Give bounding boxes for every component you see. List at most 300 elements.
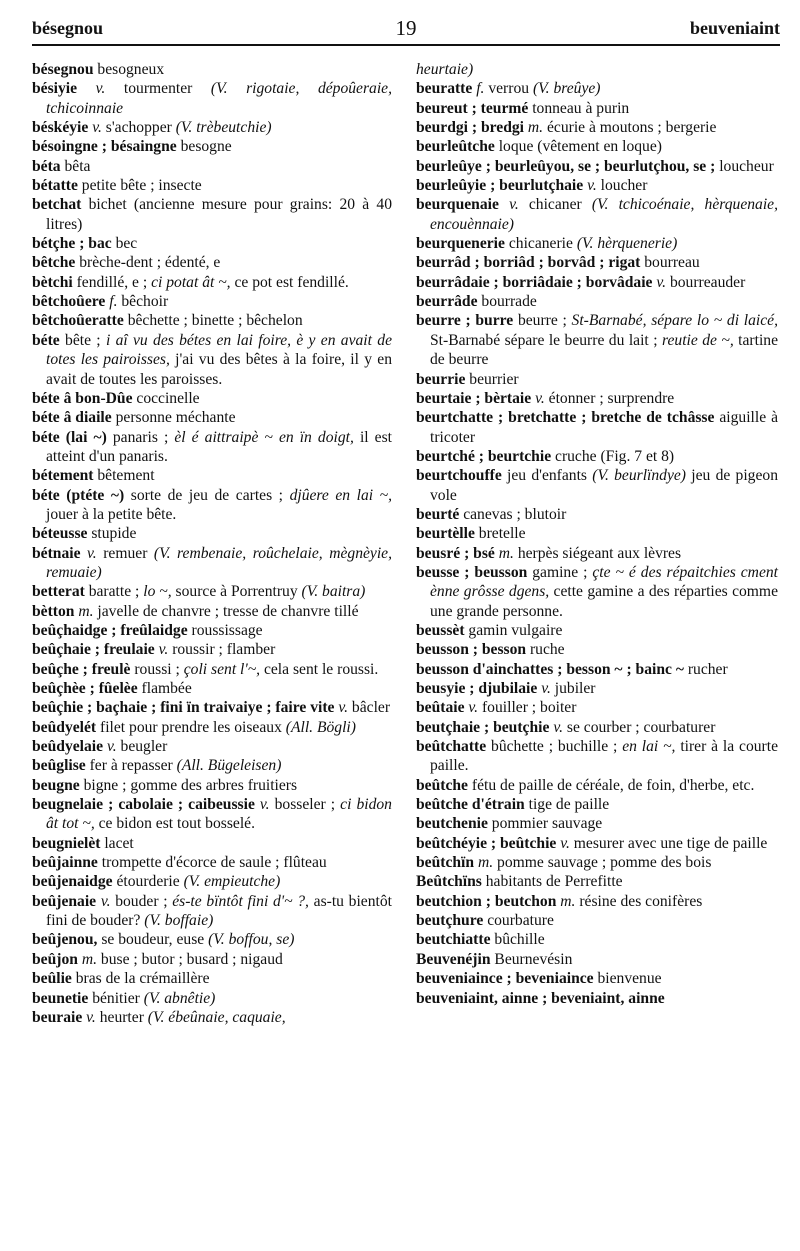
entry-italic-text: (All. Bögli) xyxy=(285,718,356,736)
entry-headword: beûdyelaie xyxy=(32,738,104,756)
entry-italic-text: (V. tchicoénaie, hèrquenaie, encouènnaie) xyxy=(430,196,778,233)
entry-italic-text: ci bidon ât tot ~, xyxy=(46,796,392,833)
entry-headword: Beûtchïns xyxy=(416,873,482,891)
entry-text: bosseler ; xyxy=(269,796,341,814)
entry-text: filet pour prendre les oiseaux xyxy=(96,718,286,736)
entry-text: résine des conifères xyxy=(575,892,703,910)
entry-text: personne méchante xyxy=(111,409,236,427)
entry-italic-text: èl é aittraipè ~ en ïn doigt, xyxy=(174,428,354,446)
entry-italic-text: v. xyxy=(95,80,106,98)
entry-text: besogneux xyxy=(93,61,165,78)
entry-italic-text: djûere en lai ~, xyxy=(289,486,393,504)
entry-italic-text: (V. abnêtie) xyxy=(143,989,216,1007)
dictionary-entry xyxy=(416,989,778,1008)
entry-italic-text: v. xyxy=(92,119,102,137)
entry-text: bâcler xyxy=(348,699,391,717)
dictionary-entry xyxy=(32,157,392,176)
entry-headword: béte â bon-Dûe xyxy=(32,389,133,407)
entry-text: cruche (Fig. 7 et 8) xyxy=(551,447,675,465)
dictionary-entry xyxy=(416,118,778,137)
entry-text: cela sent le roussi. xyxy=(260,660,379,678)
dictionary-entry xyxy=(416,505,778,524)
dictionary-entry xyxy=(32,273,392,292)
entry-headword: bètchi xyxy=(32,273,73,291)
entry-headword: beusyie ; djubilaie xyxy=(416,680,538,697)
entry-text: ce bidon est tout bosselé. xyxy=(94,815,255,833)
entry-italic-text: i aî vu des bétes en lai foire, è y en avait de totes les pairoisses, xyxy=(46,331,392,369)
dictionary-entry xyxy=(416,640,778,659)
dictionary-entry xyxy=(416,950,778,969)
entry-headword: beusse ; beusson xyxy=(416,563,528,581)
dictionary-entry xyxy=(32,930,392,949)
entry-italic-text: v. xyxy=(509,196,519,214)
dictionary-entry xyxy=(416,718,778,737)
entry-text: bêchoir xyxy=(117,293,169,311)
entry-italic-text: (V. hèrquenerie) xyxy=(576,235,678,253)
entry-text: bretelle xyxy=(474,525,526,543)
dictionary-entry xyxy=(416,872,778,891)
entry-text: jubiler xyxy=(550,680,596,697)
dictionary-entry xyxy=(416,930,778,949)
entry-italic-text: heurtaie) xyxy=(416,61,474,78)
entry-text: courbature xyxy=(483,912,554,930)
entry-text: j'ai vu des bêtes à la foire, il y en avait de toutes les paroisses. xyxy=(46,351,392,388)
entry-italic-text: v. xyxy=(106,738,117,756)
entry-text: flambée xyxy=(137,680,192,697)
entry-headword: bésegnou xyxy=(32,61,94,78)
entry-headword: beusré ; bsé xyxy=(416,544,495,562)
entry-headword: beutchion ; beutchon xyxy=(416,892,557,910)
entry-italic-text: (V. rembenaie, roûchelaie, mègnèyie, remuaie) xyxy=(46,544,393,581)
entry-headword: beugne xyxy=(32,776,80,794)
entry-italic-text: (V. empieutche) xyxy=(183,873,281,891)
entry-text: il est atteint d'un panaris. xyxy=(46,428,392,465)
entry-headword: bêtche xyxy=(32,254,76,272)
entry-headword: beutçhure xyxy=(416,912,484,930)
entry-headword: beurre ; burre xyxy=(416,312,514,330)
entry-headword: beûlie xyxy=(32,970,72,988)
entry-italic-text: (V. beurlïndye) xyxy=(592,467,686,485)
page-header xyxy=(32,12,780,42)
entry-headword: beutchiatte xyxy=(416,931,491,949)
entry-text: roussi ; xyxy=(130,660,184,678)
dictionary-entry xyxy=(32,892,392,931)
entry-headword: bésoingne ; bésaingne xyxy=(32,138,177,156)
entry-text: écurie à moutons ; bergerie xyxy=(543,119,717,137)
entry-text: bêchette ; binette ; bêchelon xyxy=(123,312,303,330)
page-number: 19 xyxy=(395,16,417,40)
entry-headword: beureut ; teurmé xyxy=(416,99,529,117)
entry-text: source à Porrentruy xyxy=(171,583,302,601)
entry-italic-text: v. xyxy=(535,389,545,407)
entry-headword: beûtche d'étrain xyxy=(416,796,525,814)
entry-italic-text: (V. trèbeutchie) xyxy=(175,119,272,137)
entry-text: petite bête ; insecte xyxy=(77,177,202,195)
dictionary-entry xyxy=(32,853,392,872)
entry-text: loucher xyxy=(596,177,648,195)
entry-italic-text: lo ~, xyxy=(143,583,172,601)
entry-text: jeu de pigeon vole xyxy=(430,467,778,504)
entry-italic-text: m. xyxy=(477,854,494,872)
entry-headword: beussèt xyxy=(416,621,465,639)
entry-text: remuer xyxy=(96,544,154,562)
dictionary-entry xyxy=(32,253,392,272)
entry-headword: beûjon xyxy=(32,950,78,968)
dictionary-entry xyxy=(32,195,392,234)
entry-headword: beuraie xyxy=(32,1008,83,1026)
entry-italic-text: v. xyxy=(158,641,169,659)
dictionary-entry xyxy=(32,679,392,698)
entry-italic-text: reutie de ~, xyxy=(661,331,734,349)
dictionary-entry xyxy=(416,137,778,156)
entry-text: bichet (ancienne mesure pour grains: 20 à 40 litres) xyxy=(46,196,392,233)
entry-italic-text: és-te bïntôt fini d'~ ?, xyxy=(172,892,309,910)
entry-headword: béta xyxy=(32,157,61,175)
entry-headword: beurdgi ; bredgi xyxy=(416,119,525,137)
entry-headword: beurrâd ; borriâd ; borvâd ; rigat xyxy=(416,254,641,272)
dictionary-entry xyxy=(416,99,778,118)
entry-text: trompette d'écorce de saule ; flûteau xyxy=(97,854,327,872)
entry-text: loucheur xyxy=(715,157,774,175)
dictionary-entry xyxy=(32,389,392,408)
dictionary-entry xyxy=(416,969,778,988)
entry-headword: beûtchïn xyxy=(416,854,475,872)
right-column xyxy=(416,60,778,1008)
entry-italic-text: (V. ébeûnaie, caquaie, xyxy=(147,1008,286,1026)
entry-text: ruche xyxy=(526,641,565,659)
dictionary-entry xyxy=(416,679,778,698)
dictionary-entry xyxy=(416,795,778,814)
dictionary-entry xyxy=(32,621,392,640)
entry-text: rucher xyxy=(683,660,728,678)
entry-text: fer à repasser xyxy=(85,757,177,775)
dictionary-entry xyxy=(32,795,392,834)
entry-text: roussir ; flamber xyxy=(168,641,276,659)
dictionary-entry xyxy=(32,331,392,389)
dictionary-entry xyxy=(416,408,778,447)
entry-text: heurter xyxy=(95,1008,148,1026)
entry-italic-text: v. xyxy=(541,680,551,697)
entry-headword: béte (ptéte ~) xyxy=(32,486,125,504)
dictionary-entry xyxy=(32,602,392,621)
entry-text: javelle de chanvre ; tresse de chanvre tillé xyxy=(93,602,359,620)
entry-text: buse ; butor ; busard ; nigaud xyxy=(97,950,283,968)
entry-text: s'achopper xyxy=(101,119,176,137)
entry-italic-text: v. xyxy=(259,796,270,814)
entry-headword: beurrâde xyxy=(416,293,478,311)
entry-italic-text: çoli sent l'~, xyxy=(183,660,261,678)
entry-text: beurre ; xyxy=(513,312,572,330)
entry-text: St-Barnabé sépare le beurre du lait ; xyxy=(430,331,662,349)
entry-text: ce pot est fendillé. xyxy=(230,273,349,291)
entry-italic-text: f. xyxy=(476,80,485,98)
entry-text: bec xyxy=(111,235,138,253)
dictionary-entry xyxy=(32,544,392,583)
dictionary-entry xyxy=(416,911,778,930)
entry-headword: béte (lai ~) xyxy=(32,428,107,446)
entry-italic-text: ci potat ât ~, xyxy=(151,273,231,291)
entry-text: baratte ; xyxy=(84,583,144,601)
dictionary-entry xyxy=(32,872,392,891)
dictionary-entry xyxy=(32,698,392,717)
entry-italic-text: en lai ~, xyxy=(622,738,676,756)
entry-headword: beurtaie ; bèrtaie xyxy=(416,389,532,407)
dictionary-entry xyxy=(416,892,778,911)
entry-text: chicanerie xyxy=(504,235,577,253)
entry-headword: beusson d'ainchattes ; besson ~ ; bainc ~ xyxy=(416,660,684,678)
entry-text: bienvenue xyxy=(593,970,662,988)
entry-italic-text: (All. Bügeleisen) xyxy=(176,757,282,775)
dictionary-entry xyxy=(416,176,778,195)
entry-text: habitants de Perrefitte xyxy=(481,873,623,891)
entry-text: bourrade xyxy=(477,293,537,311)
dictionary-entry xyxy=(416,621,778,640)
dictionary-entry xyxy=(416,466,778,505)
left-running-headword: bésegnou xyxy=(32,18,104,38)
entry-text: panaris ; xyxy=(106,428,175,446)
entry-text: jeu d'enfants xyxy=(501,467,593,485)
dictionary-entry xyxy=(416,60,778,79)
entry-text: stupide xyxy=(87,525,137,543)
header-rule xyxy=(32,44,780,46)
entry-headword: beurrie xyxy=(416,370,466,388)
dictionary-entry xyxy=(32,660,392,679)
entry-headword: beûçhie ; baçhaie ; fini ïn traivaiye ; faire vite xyxy=(32,699,335,717)
entry-italic-text: (V. boffaie) xyxy=(144,912,214,930)
entry-text: tige de paille xyxy=(524,796,610,814)
entry-headword: beûglise xyxy=(32,757,86,775)
entry-text: chicaner xyxy=(518,196,592,214)
dictionary-entry xyxy=(416,814,778,833)
dictionary-entry xyxy=(32,524,392,543)
entry-headword: beuveniaince ; beveniaince xyxy=(416,970,594,988)
entry-headword: beûjenaidge xyxy=(32,873,113,891)
entry-headword: bétement xyxy=(32,467,94,485)
entry-headword: betchat xyxy=(32,196,82,214)
dictionary-entry xyxy=(416,79,778,98)
entry-text: fendillé, e ; xyxy=(72,273,152,291)
entry-text: tonneau à purin xyxy=(528,99,630,117)
dictionary-entry xyxy=(32,989,392,1008)
dictionary-entry xyxy=(32,950,392,969)
dictionary-entry xyxy=(32,640,392,659)
entry-headword: Beuvenéjin xyxy=(416,950,491,968)
entry-headword: beûjainne xyxy=(32,854,98,872)
dictionary-entry xyxy=(416,524,778,543)
entry-text: bûchille xyxy=(490,931,545,949)
entry-headword: beurquenerie xyxy=(416,235,505,253)
entry-text: étourderie xyxy=(112,873,184,891)
entry-italic-text: (V. boffou, se) xyxy=(208,931,295,949)
entry-text: tourmenter xyxy=(105,80,211,98)
dictionary-entry xyxy=(416,447,778,466)
entry-text: roussissage xyxy=(187,621,263,639)
dictionary-entry xyxy=(416,389,778,408)
entry-headword: bétatte xyxy=(32,177,78,195)
entry-text: bigne ; gomme des arbres fruitiers xyxy=(79,776,298,794)
entry-italic-text: m. xyxy=(81,950,98,968)
dictionary-entry xyxy=(32,137,392,156)
entry-italic-text: (V. rigotaie, dépoûeraie, tchicoinnaie xyxy=(46,80,393,117)
entry-text: bénitier xyxy=(88,989,144,1007)
entry-headword: bêtchoûeratte xyxy=(32,312,124,330)
entry-italic-text: (V. baitra) xyxy=(301,583,366,601)
entry-italic-text: v. xyxy=(656,273,667,291)
dictionary-entry xyxy=(416,253,778,272)
left-column xyxy=(32,60,392,1027)
entry-italic-text: v. xyxy=(553,718,563,736)
dictionary-entry xyxy=(416,311,778,369)
entry-headword: béte â diaile xyxy=(32,409,112,427)
entry-text: gamin vulgaire xyxy=(464,621,563,639)
dictionary-entry xyxy=(32,428,392,467)
entry-headword: beuratte xyxy=(416,80,473,98)
dictionary-entry xyxy=(32,176,392,195)
entry-headword: beurleûyie ; beurlutçhaie xyxy=(416,177,584,195)
entry-text: bêtement xyxy=(93,467,155,485)
entry-headword: beurtché ; beurtchie xyxy=(416,447,552,465)
entry-text: lacet xyxy=(100,834,134,852)
dictionary-entry xyxy=(416,660,778,679)
entry-headword: beurté xyxy=(416,505,460,523)
entry-italic-text: (V. breûye) xyxy=(532,80,601,98)
entry-text: étonner ; surprendre xyxy=(544,389,675,407)
dictionary-entry xyxy=(32,969,392,988)
dictionary-entry xyxy=(32,466,392,485)
entry-headword: beûtaie xyxy=(416,699,465,717)
dictionary-entry xyxy=(32,234,392,253)
entry-text: bête ; xyxy=(59,331,106,349)
entry-italic-text: v. xyxy=(87,544,97,562)
entry-text: bêta xyxy=(60,157,91,175)
dictionary-entry xyxy=(416,563,778,621)
entry-text: as-tu bientôt fini de bouder? xyxy=(46,892,392,930)
dictionary-entry xyxy=(32,718,392,737)
entry-headword: beûçhèe ; fûelèe xyxy=(32,680,138,697)
dictionary-entry xyxy=(32,1008,392,1027)
entry-text: aiguille à tricoter xyxy=(430,409,779,446)
entry-headword: beunetie xyxy=(32,989,89,1007)
entry-headword: betterat xyxy=(32,583,85,601)
dictionary-entry xyxy=(416,157,778,176)
dictionary-entry xyxy=(32,292,392,311)
entry-text: bourreauder xyxy=(666,273,746,291)
entry-headword: beûdyelét xyxy=(32,718,97,736)
entry-headword: beurleûye ; beurleûyou, se ; beurlutçhou, se ; xyxy=(416,157,716,175)
entry-headword: beurrâdaie ; borriâdaie ; borvâdaie xyxy=(416,273,653,291)
dictionary-entry xyxy=(416,234,778,253)
entry-headword: beûtchéyie ; beûtchie xyxy=(416,834,557,852)
entry-headword: béteusse xyxy=(32,525,88,543)
entry-headword: beuveniaint, ainne ; beveniaint, ainne xyxy=(416,989,665,1007)
dictionary-entry xyxy=(32,834,392,853)
entry-text: besogne xyxy=(176,138,232,156)
dictionary-entry xyxy=(32,60,392,79)
entry-italic-text: çte ~ é des répaitchies cment ènne grôsse dgens, xyxy=(430,563,778,601)
entry-headword: bétçhe ; bac xyxy=(32,235,112,253)
dictionary-entry xyxy=(32,776,392,795)
entry-headword: béskéyie xyxy=(32,119,89,137)
entry-text: cette gamine a des réparties comme une grande personne. xyxy=(430,583,778,620)
entry-text: coccinelle xyxy=(132,389,200,407)
entry-italic-text: m. xyxy=(78,602,94,620)
entry-italic-text: v. xyxy=(560,834,570,852)
dictionary-entry xyxy=(32,408,392,427)
entry-text: pommier sauvage xyxy=(487,815,603,833)
entry-headword: beurtèlle xyxy=(416,525,475,543)
entry-text: beurrier xyxy=(465,370,519,388)
entry-italic-text: v. xyxy=(100,892,111,910)
entry-text xyxy=(499,196,509,213)
entry-headword: beutçhaie ; beutçhie xyxy=(416,718,550,736)
entry-headword: bêtchoûere xyxy=(32,293,106,311)
entry-headword: beûjenaie xyxy=(32,892,97,910)
entry-headword: beûçhaidge ; freûlaidge xyxy=(32,621,188,639)
entry-text: bûchette ; buchille ; xyxy=(486,738,623,756)
entry-headword: beûçhe ; freulè xyxy=(32,660,131,678)
entry-text: canevas ; blutoir xyxy=(459,505,567,523)
entry-text: gamine ; xyxy=(527,563,593,581)
entry-text: tirer à la courte paille. xyxy=(430,738,779,775)
entry-italic-text: v. xyxy=(587,177,597,195)
entry-headword: beurquenaie xyxy=(416,196,499,214)
dictionary-entry xyxy=(416,273,778,292)
entry-text: pomme sauvage ; pomme des bois xyxy=(493,854,712,872)
entry-text: fouiller ; boiter xyxy=(478,699,577,717)
entry-italic-text: St-Barnabé, sépare lo ~ di laicé, xyxy=(571,312,778,330)
entry-text: bourreau xyxy=(640,254,700,272)
entry-italic-text: v. xyxy=(86,1008,96,1026)
entry-text: fétu de paille de céréale, de foin, d'herbe, etc. xyxy=(467,776,755,794)
entry-headword: béte xyxy=(32,331,60,349)
entry-text xyxy=(77,80,96,97)
entry-headword: bétnaie xyxy=(32,544,81,562)
entry-headword: beugnielèt xyxy=(32,834,101,852)
entry-italic-text: m. xyxy=(527,119,544,137)
entry-text: beugler xyxy=(116,738,168,756)
entry-headword: beûtche xyxy=(416,776,468,794)
dictionary-entry xyxy=(416,544,778,563)
entry-headword: beûtchatte xyxy=(416,738,487,756)
dictionary-entry xyxy=(32,737,392,756)
entry-text: se boudeur, euse xyxy=(97,931,209,949)
dictionary-entry xyxy=(416,195,778,234)
dictionary-entry xyxy=(32,486,392,525)
dictionary-entry xyxy=(32,311,392,330)
entry-text: verrou xyxy=(484,80,533,98)
entry-italic-text: f. xyxy=(109,293,118,311)
entry-italic-text: v. xyxy=(338,699,349,717)
entry-headword: beugnelaie ; cabolaie ; caibeussie xyxy=(32,796,255,814)
entry-text: brèche-dent ; édenté, e xyxy=(75,254,221,272)
entry-text: tartine de beurre xyxy=(430,331,778,369)
dictionary-entry xyxy=(416,698,778,717)
entry-headword: beûjenou, xyxy=(32,931,98,949)
dictionary-entry xyxy=(416,776,778,795)
dictionary-entry xyxy=(416,370,778,389)
dictionary-entry xyxy=(416,853,778,872)
entry-headword: beurtchatte ; bretchatte ; bretche de tchâsse xyxy=(416,409,715,427)
dictionary-entry xyxy=(416,292,778,311)
entry-text: jouer à la petite bête. xyxy=(46,505,177,523)
entry-italic-text: v. xyxy=(468,699,479,717)
entry-headword: bètton xyxy=(32,602,75,620)
entry-text: herpès siégeant aux lèvres xyxy=(513,544,682,562)
entry-headword: bésiyie xyxy=(32,80,78,98)
dictionary-entry xyxy=(32,756,392,775)
entry-italic-text: m. xyxy=(498,544,514,562)
entry-headword: beûçhaie ; freulaie xyxy=(32,641,155,659)
